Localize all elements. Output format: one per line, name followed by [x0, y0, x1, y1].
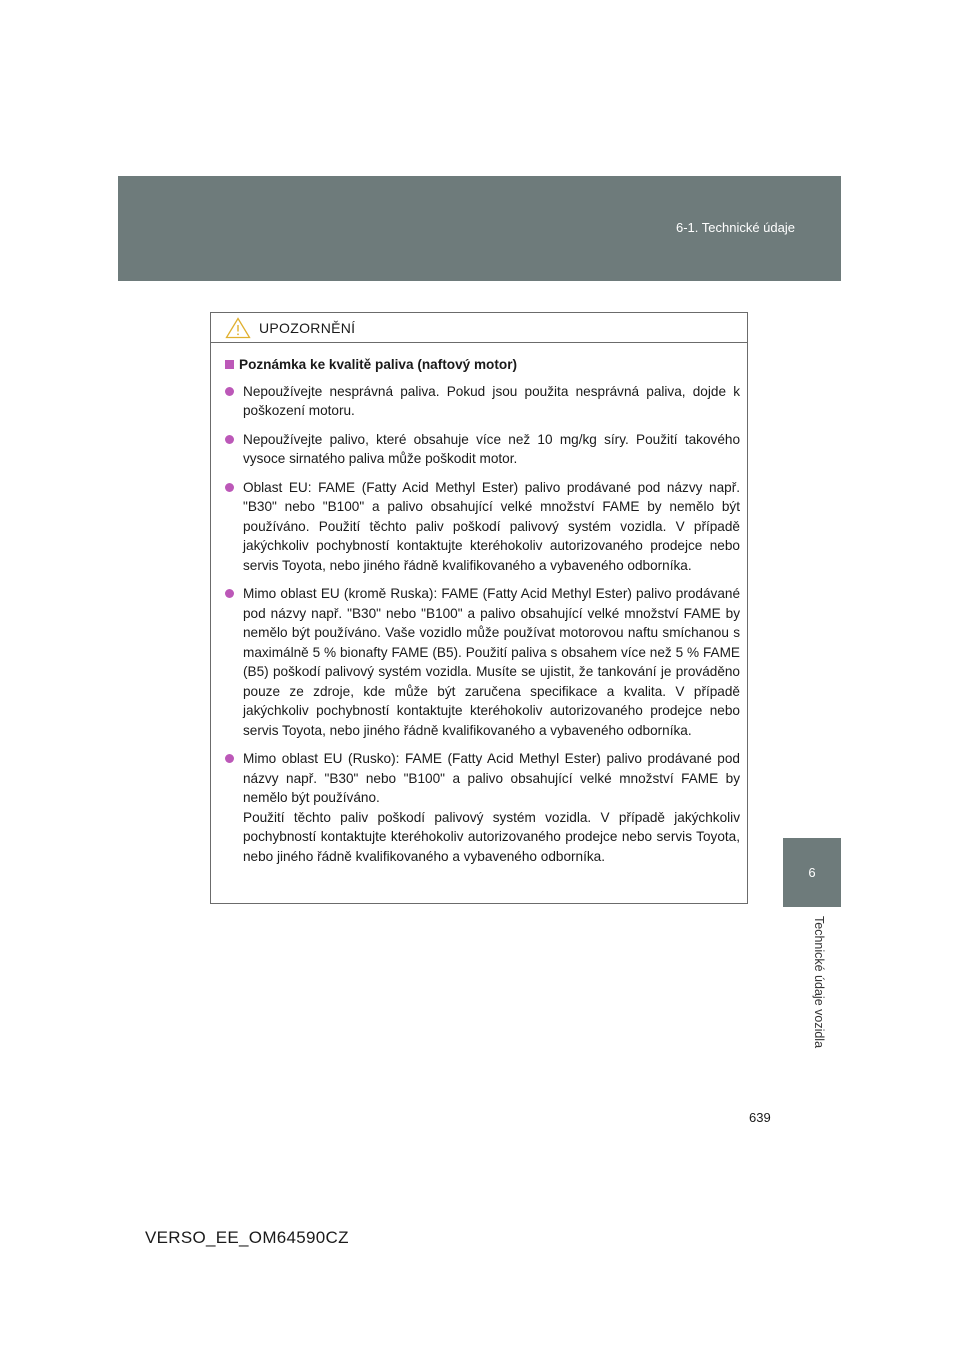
- section-title: 6-1. Technické údaje: [675, 220, 795, 235]
- list-item-text: Oblast EU: FAME (Fatty Acid Methyl Ester) palivo prodávané pod názvy např. "B30" nebo "B100" a palivo obsahující velké množství FAME by nemělo být používáno. Použití těchto paliv poškodí palivový systém vozidla. V případě jakýchkoliv pochybností kontaktujte kteréhokoliv autorizovaného prodejce nebo servis Toyota, nebo jiného řádně kvalifikovaného a vybaveného odborníka.: [243, 479, 740, 573]
- bullet-dot-icon: [225, 589, 234, 598]
- list-item-text: Mimo oblast EU (Rusko): FAME (Fatty Acid Methyl Ester) palivo prodávané pod názvy např. "B30" nebo "B100" a palivo obsahující velké množství FAME by nemělo být používáno.: [243, 751, 740, 805]
- bullet-dot-icon: [225, 387, 234, 396]
- square-bullet-icon: [225, 360, 234, 369]
- list-item: [225, 584, 740, 740]
- bullet-dot-icon: [225, 483, 234, 492]
- list-item: [225, 749, 740, 866]
- warning-title: UPOZORNĚNÍ: [259, 319, 356, 336]
- bullet-dot-icon: [225, 754, 234, 763]
- bullet-dot-icon: [225, 435, 234, 444]
- warning-box: [210, 312, 748, 904]
- page-number: 639: [749, 1110, 771, 1125]
- topic-text: Poznámka ke kvalitě paliva (naftový motor): [239, 357, 518, 372]
- list-item-text: Nepoužívejte palivo, které obsahuje více než 10 mg/kg síry. Použití takového vysoce sirnatého paliva může poškodit motor.: [243, 431, 740, 466]
- list-item-text: Mimo oblast EU (kromě Ruska): FAME (Fatty Acid Methyl Ester) palivo prodávané pod názvy např. "B30" nebo "B100" a palivo obsahující velké množství FAME by nemělo být používáno. Vaše vozidlo může používat motorovou naftu smíchanou s maximálně 5 % bionafty FAME (B5). Použití paliva s obsahem více než 5 % FAME (B5) poškodí palivový systém vozidla. Musíte se ujistit, že tankování je prováděno pouze ze zdroje, kde může být zaručena specifikace a kvalita. V případě jakýchkoliv pochybností kontaktujte kteréhokoliv autorizovaného prodejce nebo servis Toyota, nebo jiného řádně kvalifikovaného a vybaveného odborníka.: [243, 586, 740, 738]
- document-code: VERSO_EE_OM64590CZ: [145, 1228, 349, 1247]
- list-item: [225, 478, 740, 576]
- list-item-text-continued: Použití těchto paliv poškodí palivový systém vozidla. V případě jakýchkoliv pochybností kontaktujte kteréhokoliv autorizovaného prodejce nebo servis Toyota, nebo jiného řádně kvalifikovaného a vybaveného odborníka.: [243, 809, 740, 864]
- warning-body: [211, 343, 747, 866]
- header-band: [118, 176, 841, 281]
- chapter-tab: [783, 838, 841, 907]
- list-item: [225, 382, 740, 421]
- list-item-text: Nepoužívejte nesprávná paliva. Pokud jsou použita nesprávná paliva, dojde k poškození motoru.: [243, 383, 740, 418]
- warning-header: [211, 313, 747, 343]
- chapter-label: Technické údaje vozidla: [812, 916, 826, 1049]
- chapter-number: 6: [808, 865, 816, 880]
- list-item: [225, 430, 740, 469]
- warning-triangle-icon: [225, 317, 251, 339]
- topic-heading: [225, 355, 740, 375]
